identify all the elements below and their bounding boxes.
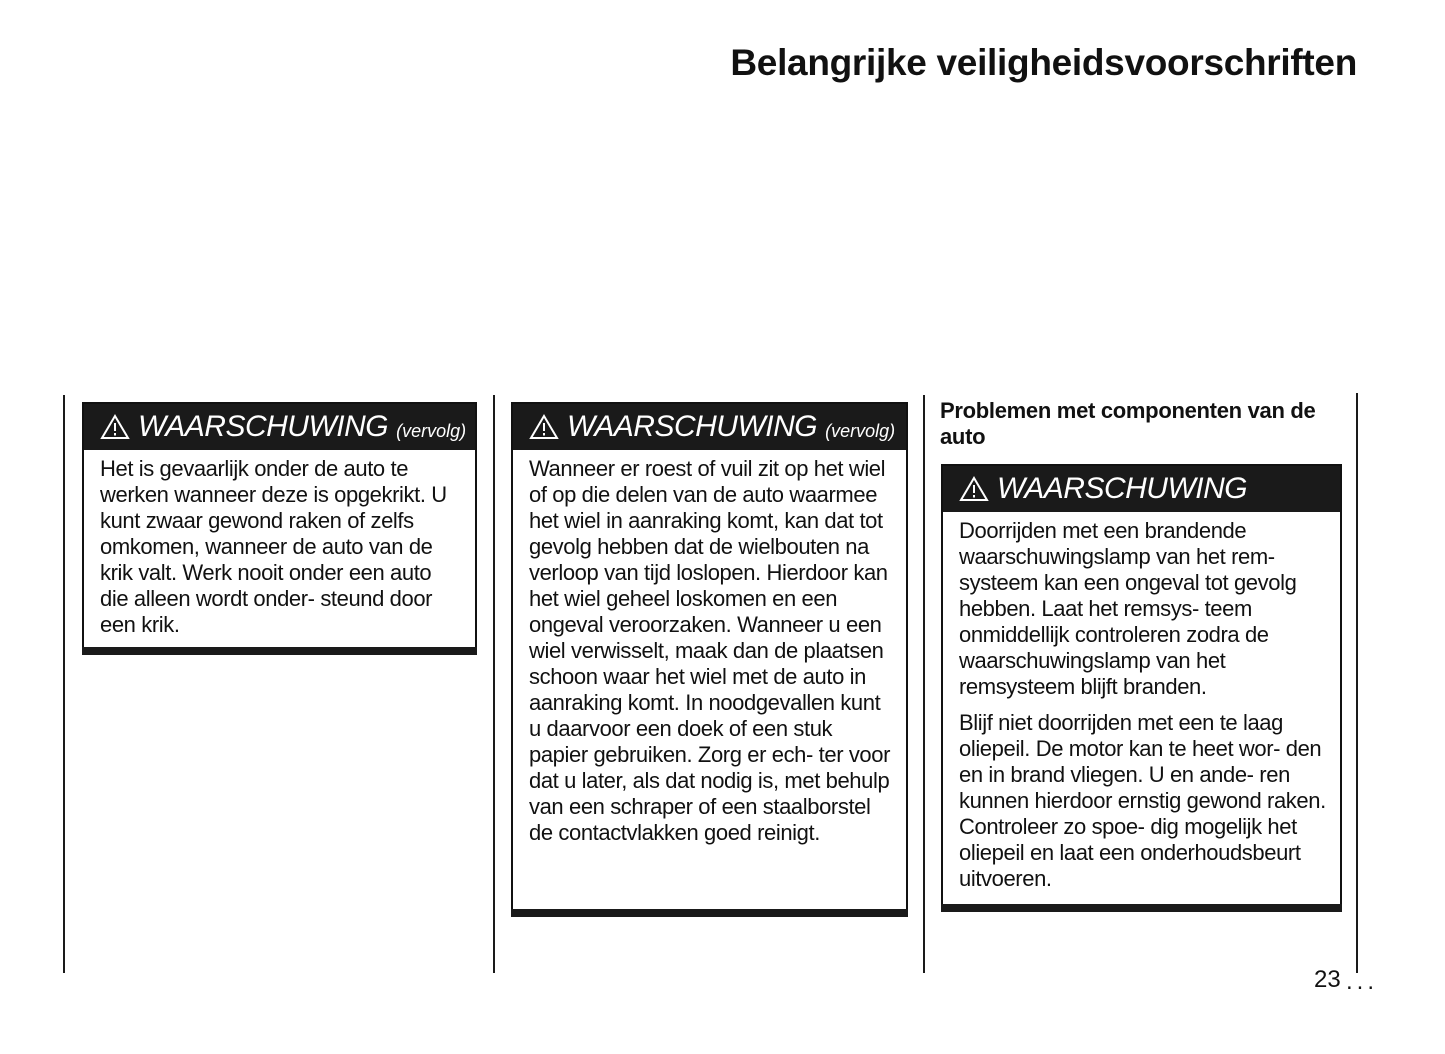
warning-title: WAARSCHUWING [997, 472, 1248, 505]
warning-body [84, 450, 475, 646]
warning-header [943, 466, 1340, 512]
warning-title: WAARSCHUWING [567, 410, 818, 443]
page-number: 23 [1314, 966, 1341, 993]
column-rule-center-left [493, 395, 495, 973]
column-rule-left [63, 395, 65, 973]
warning-paragraph: Het is gevaarlijk onder de auto te werken wanneer deze is opgekrikt. U kunt zwaar gewond raken of zelfs omkomen, wanneer de auto van de krik valt. Werk nooit onder een auto die alleen wordt onder- steund door een krik. [100, 456, 447, 637]
warning-triangle-icon [529, 414, 559, 440]
continuation-dots: ... [1346, 968, 1379, 995]
warning-paragraph: Doorrijden met een brandende waarschuwingslamp van het rem- systeem kan een ongeval tot gevolg hebben. Laat het remsys- teem onmiddellijk controleren zodra de waarschuwingslamp van het remsysteem blijft branden. [959, 518, 1297, 699]
warning-paragraph: Blijf niet doorrijden met een te laag oliepeil. De motor kan te heet wor- den en in brand vliegen. U en ande- ren kunnen hierdoor ernstig gewond raken. Controleer zo spoe- dig mogelijk het oliepeil en laat een onderhoudsbeurt uitvoeren. [959, 710, 1326, 891]
warning-paragraph: Wanneer er roest of vuil zit op het wiel of op die delen van de auto waarmee het wiel in aanraking komt, kan dat tot gevolg hebben dat de wielbouten na verloop van tijd loslopen. Hierdoor kan het wiel geheel loskomen en een ongeval veroorzaken. Wanneer u een wiel verwisselt, maak dan de plaatsen schoon waar het wiel met de auto in aanraking komt. In noodgevallen kunt u daarvoor een doek of een stuk papier gebruiken. Zorg er ech- ter voor dat u later, als dat nodig is, met behulp van een schraper of een staalborstel de contactvlakken goed reinigt. [529, 456, 891, 845]
warning-body [513, 450, 906, 854]
warning-header [84, 404, 475, 450]
warning-box-jack [82, 402, 477, 649]
warning-subtitle: (vervolg) [396, 420, 467, 441]
warning-subtitle: (vervolg) [825, 420, 896, 441]
warning-box-vehicle-problems [941, 464, 1342, 906]
warning-title: WAARSCHUWING [138, 410, 389, 443]
warning-box-wheel-bolts [511, 402, 908, 911]
warning-triangle-icon [959, 476, 989, 502]
warning-header [513, 404, 906, 450]
page-title: Belangrijke veiligheidsvoorschriften [730, 42, 1357, 83]
column-rule-right [1356, 393, 1358, 973]
warning-triangle-icon [100, 414, 130, 440]
column-rule-center-right [923, 395, 925, 973]
warning-body [943, 512, 1340, 900]
section-heading: Problemen met componenten van de auto [940, 398, 1316, 449]
